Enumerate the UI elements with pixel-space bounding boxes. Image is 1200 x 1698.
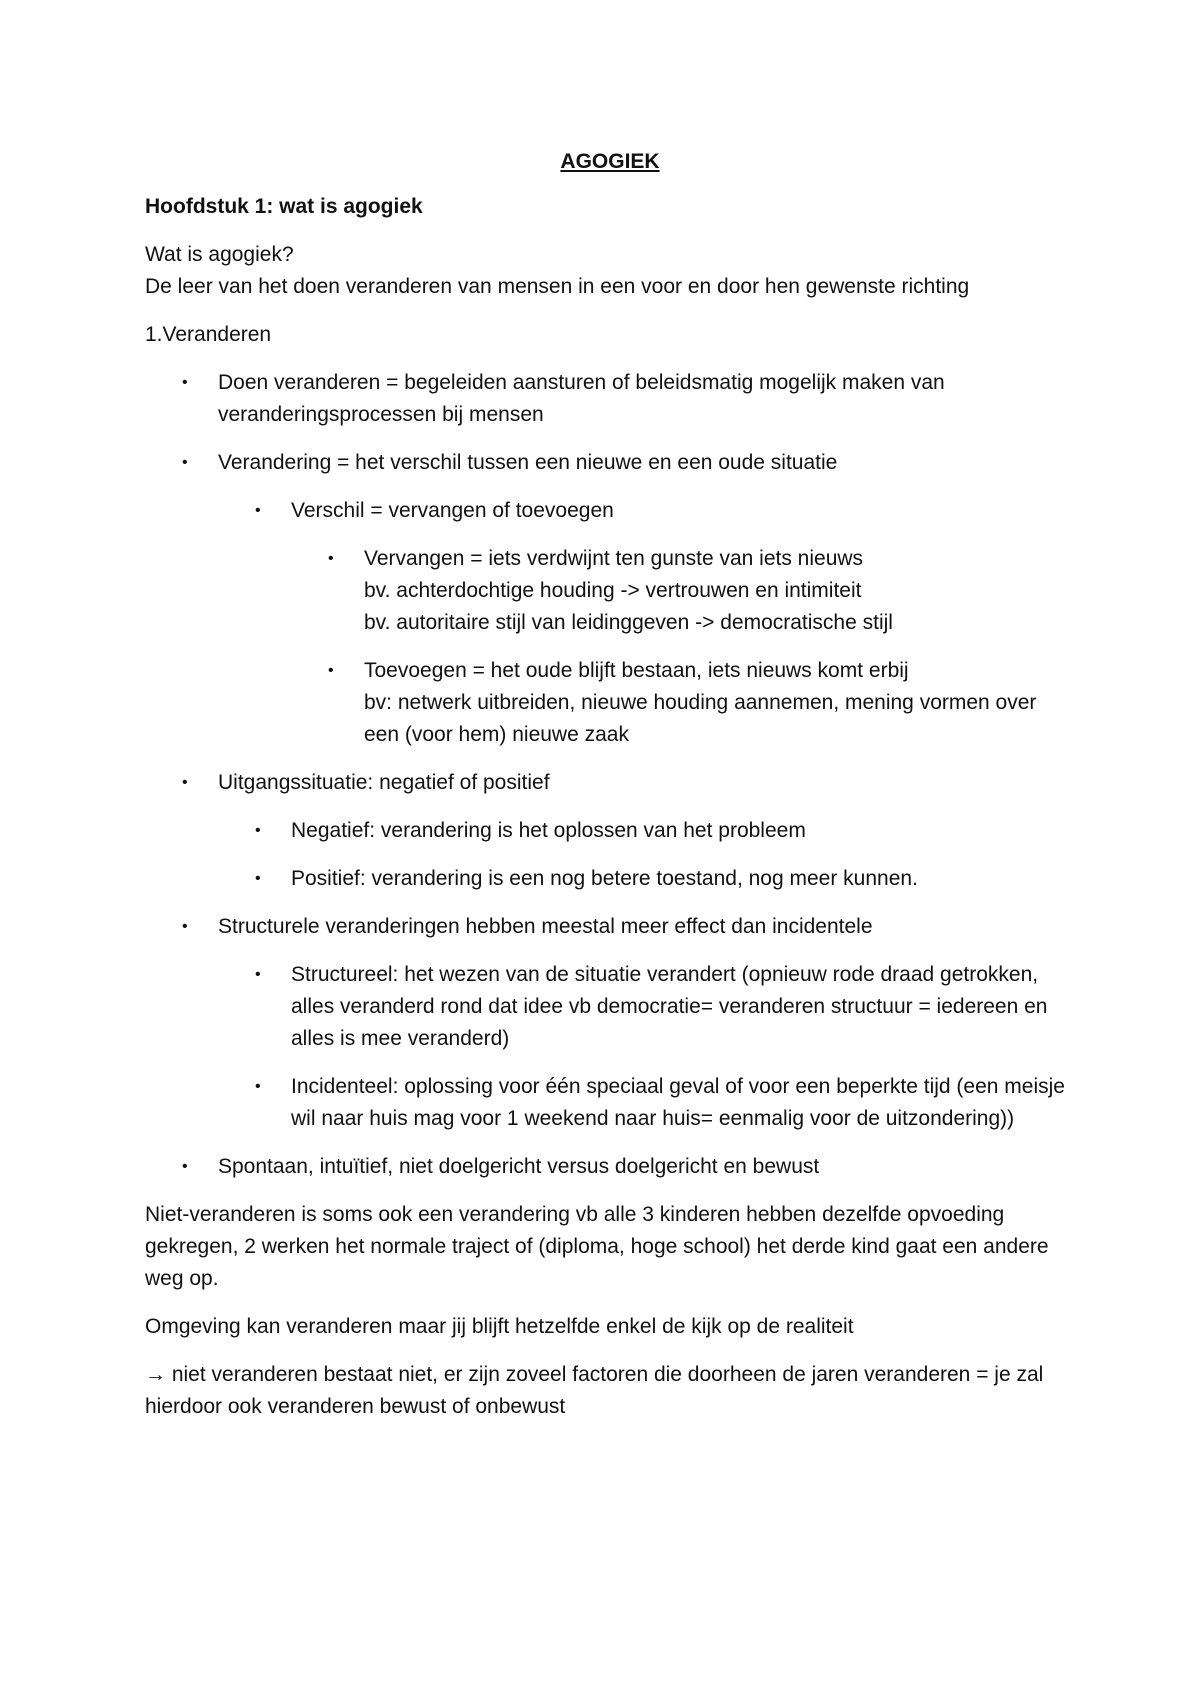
list-item-text: Doen veranderen = begeleiden aansturen of beleidsmatig mogelijk maken van veranderingsprocessen bij mensen	[218, 371, 945, 426]
list-item-negatief	[145, 815, 1075, 847]
list-item-text: Negatief: verandering is het oplossen van het probleem	[291, 819, 806, 842]
bullet-icon: •	[182, 374, 188, 391]
example-line: bv. autoritaire stijl van leidinggeven -> democratische stijl	[364, 611, 893, 634]
list-item-toevoegen	[145, 655, 1075, 751]
list-item-structurele	[145, 911, 1075, 943]
list-item-text: Structureel: het wezen van de situatie verandert (opnieuw rode draad getrokken, alles veranderd rond dat idee vb democratie= veranderen structuur = iedereen en alles is mee veranderd)	[291, 963, 1048, 1050]
example-line: bv. achterdochtige houding -> vertrouwen en intimiteit	[364, 579, 862, 602]
intro-block	[145, 239, 1075, 303]
list-item-verandering	[145, 447, 1075, 479]
bullet-icon: •	[255, 822, 261, 839]
example-line: bv: netwerk uitbreiden, nieuwe houding aannemen, mening vormen over een (voor hem) nieuwe zaak	[364, 691, 1037, 746]
paragraph-omgeving: Omgeving kan veranderen maar jij blijft hetzelfde enkel de kijk op de realiteit	[145, 1315, 854, 1338]
list-item-positief	[145, 863, 1075, 895]
list-item-doen-veranderen	[145, 367, 1075, 431]
bullet-icon: •	[255, 870, 261, 887]
bullet-icon: •	[255, 502, 261, 519]
list-item-text: Spontaan, intuïtief, niet doelgericht versus doelgericht en bewust	[218, 1155, 820, 1178]
bullet-icon: •	[182, 918, 188, 935]
question-line: Wat is agogiek?	[145, 243, 294, 266]
list-item-verschil	[145, 495, 1075, 527]
list-item-uitgangssituatie	[145, 767, 1075, 799]
document-title: AGOGIEK	[560, 150, 660, 173]
bullet-icon: •	[182, 454, 188, 471]
list-item-text: Vervangen = iets verdwijnt ten gunste van iets nieuws	[364, 547, 864, 570]
list-item-text: Verschil = vervangen of toevoegen	[291, 499, 614, 522]
list-item-text: Incidenteel: oplossing voor één speciaal geval of voor een beperkte tijd (een meisje wil naar huis mag voor 1 weekend naar huis= eenmalig voor de uitzondering))	[291, 1075, 1065, 1130]
list-item-text: Structurele veranderingen hebben meestal meer effect dan incidentele	[218, 915, 873, 938]
list-item-text: Uitgangssituatie: negatief of positief	[218, 771, 550, 794]
list-item-text: Toevoegen = het oude blijft bestaan, iets nieuws komt erbij	[364, 659, 909, 682]
chapter-heading: Hoofdstuk 1: wat is agogiek	[145, 195, 423, 218]
list-item-incidenteel	[145, 1071, 1075, 1135]
list-item-structureel	[145, 959, 1075, 1055]
bullet-icon: •	[255, 966, 261, 983]
definition-line: De leer van het doen veranderen van mensen in een voor en door hen gewenste richting	[145, 275, 970, 298]
bullet-icon: •	[182, 774, 188, 791]
paragraph-niet-veranderen: Niet-veranderen is soms ook een verandering vb alle 3 kinderen hebben dezelfde opvoeding gekregen, 2 werken het normale traject of (diploma, hoge school) het derde kind gaat een andere weg op.	[145, 1203, 1049, 1290]
list-item-vervangen	[145, 543, 1075, 639]
list-item-spontaan	[145, 1151, 1075, 1183]
bullet-icon: •	[255, 1078, 261, 1095]
document-body	[145, 146, 1075, 1439]
paragraph-conclusie: → niet veranderen bestaat niet, er zijn zoveel factoren die doorheen de jaren veranderen = je zal hierdoor ook veranderen bewust of onbewust	[145, 1363, 1044, 1418]
list-item-text: Positief: verandering is een nog betere toestand, nog meer kunnen.	[291, 867, 918, 890]
bullet-icon: •	[328, 662, 334, 679]
list-item-text: Verandering = het verschil tussen een nieuwe en een oude situatie	[218, 451, 838, 474]
bullet-icon: •	[328, 550, 334, 567]
section-label: 1.Veranderen	[145, 323, 272, 346]
bullet-icon: •	[182, 1158, 188, 1175]
